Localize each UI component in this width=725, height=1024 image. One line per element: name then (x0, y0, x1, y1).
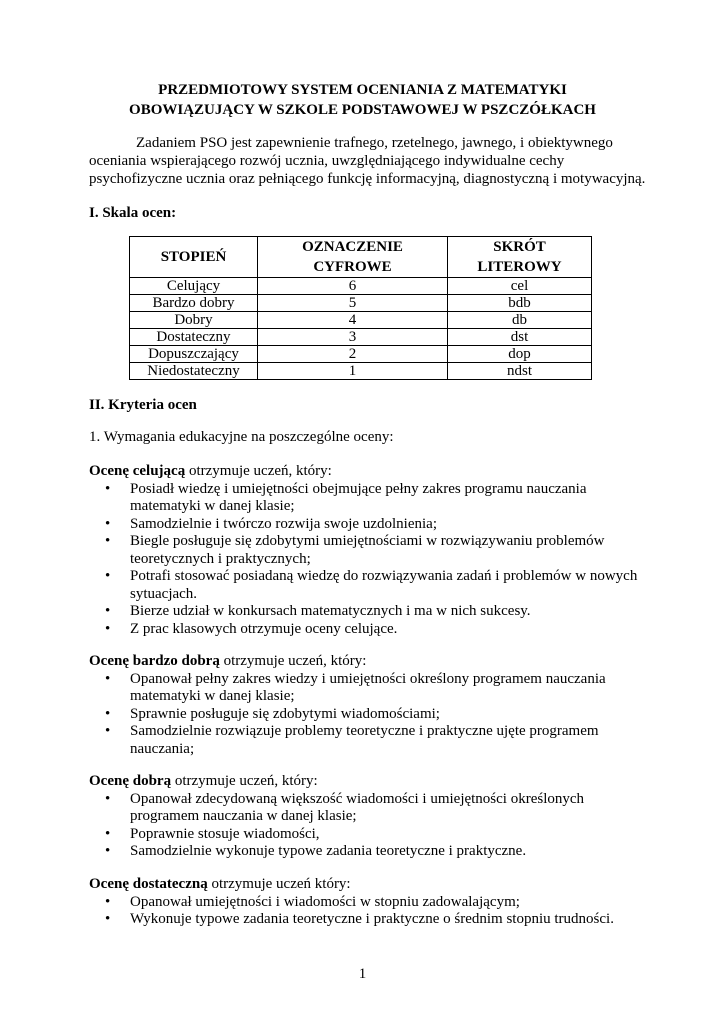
list-item (89, 533, 649, 568)
table-cell: dop (448, 346, 592, 363)
grade-heading-prefix: Ocenę (89, 463, 129, 479)
table-row (130, 346, 592, 363)
list-item-text: programem nauczania w danej klasie; (130, 808, 357, 824)
table-cell: 6 (258, 278, 448, 295)
list-item-text: Samodzielnie i twórczo rozwija swoje uzdolnienia; (130, 515, 437, 532)
list-item (89, 568, 649, 603)
list-item (89, 894, 649, 912)
bullet-icon: • (105, 603, 111, 619)
section-2-subheading: 1. Wymagania edukacyjne na poszczególne oceny: (89, 429, 394, 445)
grade-criteria-block (89, 653, 649, 758)
list-item (89, 481, 649, 516)
bullet-icon: • (105, 843, 111, 859)
list-item-text: Potrafi stosować posiadaną wiedzę do rozwiązywania zadań i problemów w nowych (130, 568, 638, 584)
table-cell: Dobry (130, 312, 258, 329)
table-cell: 2 (258, 346, 448, 363)
intro-line-2: oceniania wspierającego rozwój ucznia, uwzględniającego indywidualne cechy (89, 153, 565, 169)
list-item (89, 603, 649, 621)
grade-name: bardzo dobrą (132, 653, 220, 669)
grade-heading-prefix: Ocenę (89, 773, 129, 789)
table-cell: cel (448, 278, 592, 295)
document-title (0, 80, 725, 120)
bullet-icon: • (105, 620, 111, 637)
table-row (130, 363, 592, 380)
grade-heading (89, 463, 649, 481)
table-cell: 5 (258, 295, 448, 312)
bullet-icon: • (105, 825, 111, 842)
list-item (89, 706, 649, 724)
grade-heading-prefix: Ocenę (89, 876, 129, 892)
list-item-text: Opanował pełny zakres wiedzy i umiejętności określony programem nauczania (130, 670, 606, 687)
grade-heading (89, 773, 649, 791)
bullet-icon: • (105, 670, 111, 687)
grade-heading-prefix: Ocenę (89, 653, 129, 669)
grade-name: celującą (132, 463, 186, 479)
grade-criteria-block (89, 773, 649, 861)
table-cell: 3 (258, 329, 448, 346)
list-item (89, 723, 649, 758)
section-2-heading: II. Kryteria ocen (89, 397, 197, 413)
grade-heading (89, 876, 649, 894)
table-cell: dst (448, 329, 592, 346)
list-item (89, 621, 649, 639)
bullet-icon: • (105, 568, 111, 584)
bullet-icon: • (105, 705, 111, 722)
list-item-text: Opanował zdecydowaną większość wiadomości i umiejętności określonych (130, 790, 585, 807)
grade-heading-suffix: otrzymuje uczeń, który: (174, 773, 318, 789)
list-item-text: Z prac klasowych otrzymuje oceny celujące. (130, 620, 398, 637)
intro-line-3: psychofizyczne ucznia oraz pełniącego funkcję informacyjną, diagnostyczną i motywacyjną. (89, 171, 646, 187)
table-row (130, 278, 592, 295)
bullet-icon: • (105, 790, 111, 807)
criteria-list (89, 894, 649, 929)
grade-heading-suffix: otrzymuje uczeń który: (211, 876, 351, 892)
grade-heading-suffix: otrzymuje uczeń, który: (223, 653, 367, 669)
table-header-cell: SKRÓT LITEROWY (448, 237, 592, 278)
grade-heading (89, 653, 649, 671)
table-cell: Dostateczny (130, 329, 258, 346)
table-header-cell: STOPIEŃ (130, 237, 258, 278)
list-item-text: sytuacjach. (130, 585, 198, 602)
grade-criteria-block (89, 463, 649, 638)
list-item-text: Wykonuje typowe zadania teoretyczne i praktyczne o średnim stopniu trudności. (130, 911, 614, 927)
table-row (130, 295, 592, 312)
list-item-text: Opanował umiejętności i wiadomości w stopniu zadowalającym; (130, 893, 520, 910)
bullet-icon: • (105, 480, 111, 497)
intro-line-1: Zadaniem PSO jest zapewnienie trafnego, rzetelnego, jawnego, i obiektywnego (136, 135, 613, 151)
intro-paragraph (89, 134, 649, 188)
grade-scale-table (129, 236, 592, 380)
title-line-1: PRZEDMIOTOWY SYSTEM OCENIANIA Z MATEMATYKI (158, 82, 567, 98)
list-item-text: Samodzielnie wykonuje typowe zadania teoretyczne i praktyczne. (130, 843, 527, 859)
bullet-icon: • (105, 723, 111, 739)
list-item (89, 516, 649, 534)
criteria-list (89, 481, 649, 639)
list-item (89, 843, 649, 861)
table-cell: Bardzo dobry (130, 295, 258, 312)
table-cell: ndst (448, 363, 592, 380)
table-cell: bdb (448, 295, 592, 312)
list-item-text: Biegle posługuje się zdobytymi umiejętnościami w rozwiązywaniu problemów (130, 533, 605, 549)
table-header-cell: OZNACZENIE CYFROWE (258, 237, 448, 278)
list-item-text: Samodzielnie rozwiązuje problemy teoretyczne i praktyczne ujęte programem (130, 723, 599, 739)
list-item-text: nauczania; (130, 740, 195, 757)
list-item-text: matematyki w danej klasie; (130, 498, 295, 514)
list-item-text: Posiadł wiedzę i umiejętności obejmujące pełny zakres programu nauczania (130, 480, 587, 497)
list-item-text: teoretycznych i praktycznych; (130, 550, 311, 567)
title-line-2: OBOWIĄZUJĄCY W SZKOLE PODSTAWOWEJ W PSZCZÓŁKACH (129, 102, 596, 118)
list-item (89, 791, 649, 826)
list-item (89, 826, 649, 844)
list-item-text: Bierze udział w konkursach matematycznych i ma w nich sukcesy. (130, 603, 531, 619)
list-item-text: Poprawnie stosuje wiadomości, (130, 825, 320, 842)
list-item-text: matematyki w danej klasie; (130, 688, 295, 704)
table-cell: 4 (258, 312, 448, 329)
table-row (130, 329, 592, 346)
table-cell: Celujący (130, 278, 258, 295)
bullet-icon: • (105, 533, 111, 549)
table-cell: 1 (258, 363, 448, 380)
table-header-row (130, 237, 592, 278)
list-item-text: Sprawnie posługuje się zdobytymi wiadomościami; (130, 705, 440, 722)
grade-heading-suffix: otrzymuje uczeń, który: (188, 463, 332, 479)
bullet-icon: • (105, 911, 111, 927)
grade-name: dobrą (132, 773, 172, 789)
page-number: 1 (358, 966, 367, 982)
table-cell: db (448, 312, 592, 329)
table-row (130, 312, 592, 329)
bullet-icon: • (105, 893, 111, 910)
criteria-list (89, 671, 649, 759)
grade-criteria-block (89, 876, 649, 929)
list-item (89, 911, 649, 929)
table-cell: Dopuszczający (130, 346, 258, 363)
bullet-icon: • (105, 515, 111, 532)
grade-name: dostateczną (132, 876, 208, 892)
section-1-heading: I. Skala ocen: (89, 205, 177, 221)
table-cell: Niedostateczny (130, 363, 258, 380)
criteria-list (89, 791, 649, 861)
list-item (89, 671, 649, 706)
